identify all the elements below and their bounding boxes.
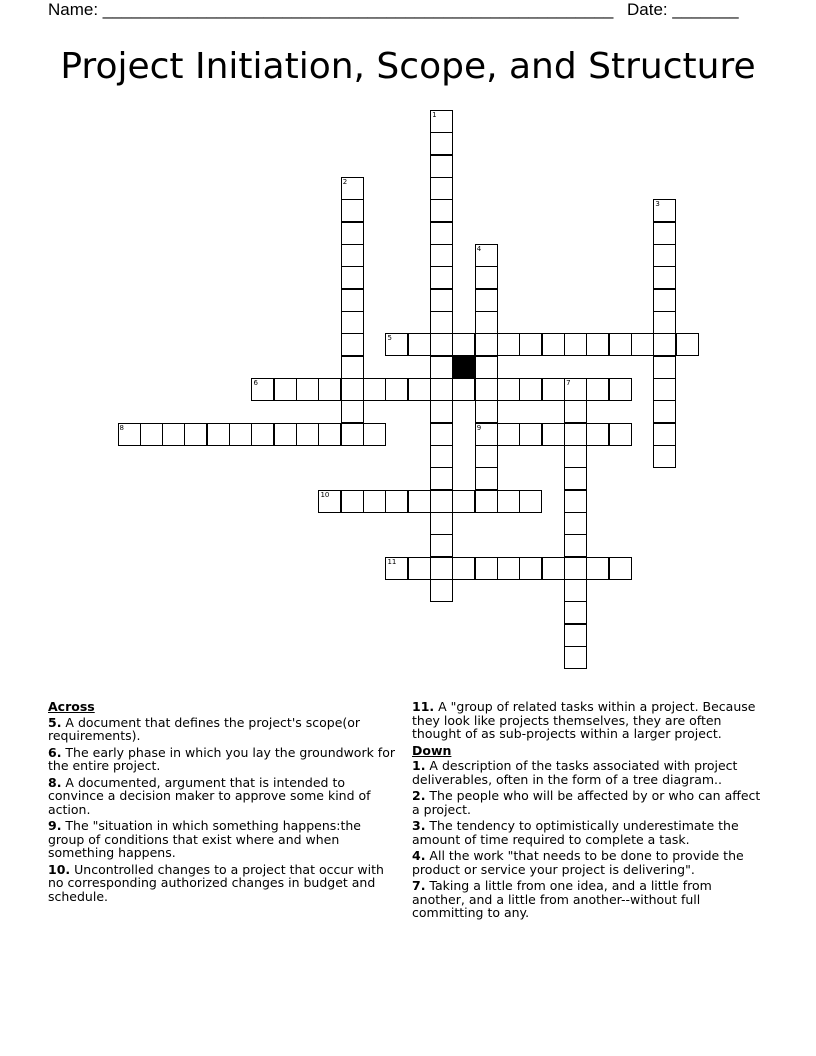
grid-cell[interactable] bbox=[430, 467, 453, 490]
grid-cell-4[interactable] bbox=[475, 244, 498, 267]
grid-cell[interactable] bbox=[631, 333, 654, 356]
clue-number-5: 5 bbox=[387, 334, 392, 343]
grid-cell[interactable] bbox=[653, 445, 676, 468]
grid-cell-5[interactable] bbox=[385, 333, 408, 356]
grid-cell[interactable] bbox=[363, 490, 386, 513]
grid-cell[interactable] bbox=[341, 266, 364, 289]
grid-cell[interactable] bbox=[430, 289, 453, 312]
grid-cell[interactable] bbox=[341, 244, 364, 267]
grid-cell[interactable] bbox=[475, 333, 498, 356]
grid-cell[interactable] bbox=[653, 333, 676, 356]
grid-cell[interactable] bbox=[564, 557, 587, 580]
grid-cell[interactable] bbox=[653, 378, 676, 401]
grid-cell[interactable] bbox=[430, 266, 453, 289]
clue-number-10: 10 bbox=[320, 490, 330, 499]
grid-cell[interactable] bbox=[363, 423, 386, 446]
grid-cell[interactable] bbox=[653, 222, 676, 245]
grid-cell[interactable] bbox=[184, 423, 207, 446]
grid-cell[interactable] bbox=[542, 378, 565, 401]
grid-cell[interactable] bbox=[430, 132, 453, 155]
grid-cell[interactable] bbox=[430, 557, 453, 580]
grid-cell[interactable] bbox=[475, 356, 498, 379]
grid-cell[interactable] bbox=[430, 155, 453, 178]
grid-cell[interactable] bbox=[296, 378, 319, 401]
grid-cell[interactable] bbox=[430, 490, 453, 513]
name-field-label: Name: ______________________________________________________ bbox=[48, 0, 614, 19]
grid-cell[interactable] bbox=[341, 333, 364, 356]
grid-cell[interactable] bbox=[430, 222, 453, 245]
clue-down-4: 4. All the work "that needs to be done to provide the product or service your project is delivering". bbox=[412, 848, 744, 877]
clue-number-6: 6 bbox=[253, 378, 258, 387]
grid-cell[interactable] bbox=[653, 289, 676, 312]
grid-cell[interactable] bbox=[519, 423, 542, 446]
grid-cell[interactable] bbox=[318, 378, 341, 401]
grid-cell[interactable] bbox=[430, 400, 453, 423]
clue-number-3: 3 bbox=[655, 200, 660, 209]
clue-number-7: 7 bbox=[566, 378, 571, 387]
grid-cell[interactable] bbox=[475, 400, 498, 423]
grid-cell[interactable] bbox=[609, 423, 632, 446]
date-field-label: Date: _______ bbox=[627, 0, 739, 19]
grid-cell[interactable] bbox=[363, 378, 386, 401]
clue-down-2: 2. The people who will be affected by or who can affect a project. bbox=[412, 788, 761, 817]
grid-cell[interactable] bbox=[564, 579, 587, 602]
clue-across-9: 9. The "situation in which something happens:the group of conditions that exist where and when something happens. bbox=[48, 818, 361, 860]
grid-cell[interactable] bbox=[564, 624, 587, 647]
grid-cell[interactable] bbox=[609, 378, 632, 401]
grid-cell[interactable] bbox=[653, 244, 676, 267]
grid-cell[interactable] bbox=[408, 378, 431, 401]
grid-cell[interactable] bbox=[564, 512, 587, 535]
grid-cell[interactable] bbox=[341, 199, 364, 222]
grid-cell-8[interactable] bbox=[118, 423, 141, 446]
grid-cell[interactable] bbox=[430, 423, 453, 446]
black-square bbox=[452, 356, 475, 379]
grid-cell[interactable] bbox=[430, 311, 453, 334]
grid-cell[interactable] bbox=[497, 378, 520, 401]
grid-cell[interactable] bbox=[341, 423, 364, 446]
puzzle-title: Project Initiation, Scope, and Structure bbox=[60, 46, 756, 87]
grid-cell[interactable] bbox=[274, 378, 297, 401]
grid-cell[interactable] bbox=[564, 467, 587, 490]
grid-cell[interactable] bbox=[497, 557, 520, 580]
grid-cell[interactable] bbox=[653, 423, 676, 446]
grid-cell[interactable] bbox=[430, 378, 453, 401]
grid-cell[interactable] bbox=[586, 333, 609, 356]
clue-number-4: 4 bbox=[476, 244, 482, 253]
grid-cell[interactable] bbox=[475, 311, 498, 334]
grid-cell[interactable] bbox=[430, 244, 453, 267]
grid-cell[interactable] bbox=[564, 423, 587, 446]
clue-across-11: 11. A "group of related tasks within a project. Because they look like projects themselves, they are often thought of as sub-projects within a larger project. bbox=[412, 699, 756, 741]
down-heading: Down bbox=[412, 742, 452, 758]
clue-down-3: 3. The tendency to optimistically underestimate the amount of time required to complete a task. bbox=[412, 818, 739, 847]
grid-cell[interactable] bbox=[564, 490, 587, 513]
grid-cell[interactable] bbox=[653, 356, 676, 379]
grid-cell[interactable] bbox=[497, 423, 520, 446]
grid-cell[interactable] bbox=[274, 423, 297, 446]
grid-cell[interactable] bbox=[564, 400, 587, 423]
grid-cell-10[interactable] bbox=[318, 490, 341, 513]
grid-cell[interactable] bbox=[519, 557, 542, 580]
grid-cell[interactable] bbox=[475, 378, 498, 401]
grid-cell[interactable] bbox=[475, 557, 498, 580]
grid-cell-3[interactable] bbox=[653, 199, 676, 222]
grid-cell[interactable] bbox=[341, 356, 364, 379]
grid-cell[interactable] bbox=[542, 333, 565, 356]
grid-cell[interactable] bbox=[497, 490, 520, 513]
clues-column-right bbox=[412, 700, 762, 923]
clue-down-7: 7. Taking a little from one idea, and a little from another, and a little from another--without full committing to any. bbox=[412, 878, 712, 920]
grid-cell[interactable] bbox=[564, 534, 587, 557]
grid-cell[interactable] bbox=[542, 423, 565, 446]
grid-cell[interactable] bbox=[385, 490, 408, 513]
clue-number-9: 9 bbox=[476, 423, 482, 432]
grid-cell[interactable] bbox=[430, 445, 453, 468]
grid-cell[interactable] bbox=[653, 266, 676, 289]
grid-cell[interactable] bbox=[452, 333, 475, 356]
grid-cell-11[interactable] bbox=[385, 557, 408, 580]
clue-number-11: 11 bbox=[387, 557, 397, 566]
grid-cell[interactable] bbox=[341, 311, 364, 334]
clue-number-1: 1 bbox=[432, 111, 437, 119]
grid-cell[interactable] bbox=[676, 333, 699, 356]
grid-cell-6[interactable] bbox=[251, 378, 274, 401]
grid-cell[interactable] bbox=[296, 423, 319, 446]
grid-cell[interactable] bbox=[452, 557, 475, 580]
grid-cell[interactable] bbox=[586, 378, 609, 401]
grid-cell[interactable] bbox=[430, 512, 453, 535]
grid-cell[interactable] bbox=[318, 423, 341, 446]
grid-cell[interactable] bbox=[564, 445, 587, 468]
grid-cell[interactable] bbox=[430, 199, 453, 222]
grid-cell[interactable] bbox=[408, 490, 431, 513]
grid-cell[interactable] bbox=[430, 534, 453, 557]
grid-cell[interactable] bbox=[140, 423, 163, 446]
grid-cell[interactable] bbox=[341, 222, 364, 245]
clue-across-10: 10. Uncontrolled changes to a project that occur with no corresponding authorized changes in budget and schedule. bbox=[48, 861, 384, 904]
grid-cell[interactable] bbox=[229, 423, 252, 446]
grid-cell-1[interactable] bbox=[430, 110, 453, 133]
grid-cell[interactable] bbox=[475, 266, 498, 289]
grid-cell[interactable] bbox=[586, 423, 609, 446]
grid-cell[interactable] bbox=[408, 557, 431, 580]
grid-cell-2[interactable] bbox=[341, 177, 364, 200]
grid-cell[interactable] bbox=[519, 333, 542, 356]
grid-cell[interactable] bbox=[564, 646, 587, 669]
grid-cell[interactable] bbox=[430, 356, 453, 379]
grid-cell[interactable] bbox=[341, 400, 364, 423]
grid-cell[interactable] bbox=[452, 490, 475, 513]
grid-cell[interactable] bbox=[475, 289, 498, 312]
across-heading: Across bbox=[48, 699, 95, 714]
clue-across-8: 8. A documented, argument that is intended to convince a decision maker to approve some kind of action. bbox=[48, 774, 371, 817]
grid-cell[interactable] bbox=[586, 557, 609, 580]
grid-cell[interactable] bbox=[251, 423, 274, 446]
grid-cell[interactable] bbox=[497, 333, 520, 356]
grid-cell-9[interactable] bbox=[475, 423, 498, 446]
clue-number-8: 8 bbox=[119, 423, 124, 432]
grid-cell[interactable] bbox=[542, 557, 565, 580]
grid-cell[interactable] bbox=[430, 177, 453, 200]
grid-cell[interactable] bbox=[519, 378, 542, 401]
clue-across-6: 6. The early phase in which you lay the groundwork for the entire project. bbox=[48, 744, 395, 773]
clue-number-2: 2 bbox=[342, 177, 348, 186]
grid-cell[interactable] bbox=[341, 378, 364, 401]
grid-cell[interactable] bbox=[341, 289, 364, 312]
clues-column-left bbox=[48, 700, 398, 906]
grid-cell[interactable] bbox=[452, 378, 475, 401]
grid-cell-7[interactable] bbox=[564, 378, 587, 401]
grid-cell[interactable] bbox=[475, 490, 498, 513]
grid-cell[interactable] bbox=[653, 400, 676, 423]
grid-cell[interactable] bbox=[564, 333, 587, 356]
grid-cell[interactable] bbox=[341, 490, 364, 513]
grid-cell[interactable] bbox=[162, 423, 185, 446]
grid-cell[interactable] bbox=[519, 490, 542, 513]
grid-cell[interactable] bbox=[385, 378, 408, 401]
clue-down-1: 1. A description of the tasks associated with project deliverables, often in the form of a tree diagram.. bbox=[412, 758, 738, 787]
grid-cell[interactable] bbox=[408, 333, 431, 356]
grid-cell[interactable] bbox=[653, 311, 676, 334]
grid-cell[interactable] bbox=[430, 333, 453, 356]
grid-cell[interactable] bbox=[609, 333, 632, 356]
grid-cell[interactable] bbox=[609, 557, 632, 580]
clue-across-5: 5. A document that defines the project's scope(or requirements). bbox=[48, 714, 361, 743]
grid-cell[interactable] bbox=[564, 601, 587, 624]
grid-cell[interactable] bbox=[207, 423, 230, 446]
grid-cell[interactable] bbox=[430, 579, 453, 602]
grid-cell[interactable] bbox=[475, 467, 498, 490]
grid-cell[interactable] bbox=[475, 445, 498, 468]
